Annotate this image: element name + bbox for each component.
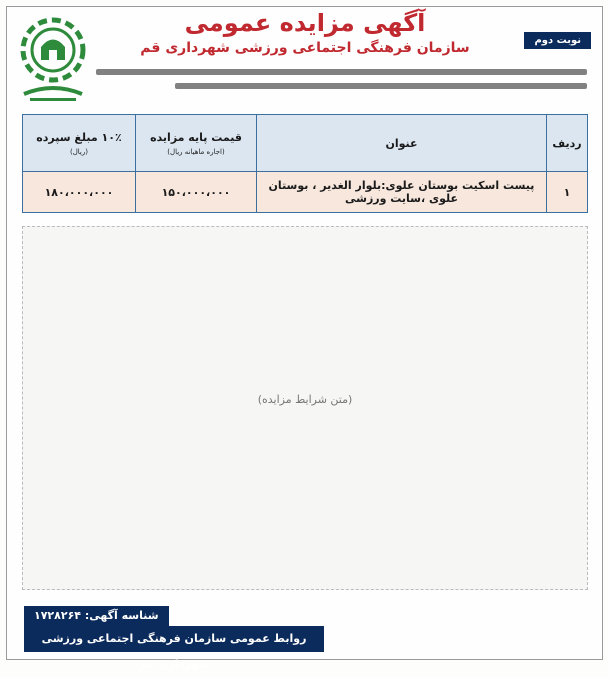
cell-subject: پیست اسکیت بوستان علوی:بلوار الغدیر ، بوستان علوی ،سایت ورزشی [257, 172, 547, 213]
page-title: آگهی مزایده عمومی [184, 9, 426, 37]
header-subject: عنوان [257, 115, 547, 172]
ad-id-badge: شناسه آگهی: ۱۷۲۸۲۶۴ [24, 606, 169, 630]
header-deposit-unit: (ریال) [69, 147, 88, 156]
insertion-badge: نوبت دوم [524, 32, 591, 49]
text-line [175, 83, 587, 89]
header-base-price-label: قیمت پایه مزایده [150, 130, 242, 144]
cell-row-no: ۱ [547, 172, 588, 213]
cell-base-price: ۱۵۰،۰۰۰،۰۰۰ [136, 172, 257, 213]
terms-text-columns [22, 226, 588, 590]
table-row [23, 172, 588, 213]
header-deposit [23, 115, 136, 172]
municipality-logo-icon [14, 14, 92, 106]
text-line [96, 69, 587, 75]
auction-table [22, 114, 588, 213]
page-subtitle: سازمان فرهنگی اجتماعی ورزشی شهرداری قم [140, 40, 470, 56]
header-base-price-unit: (اجاره ماهیانه ریال) [167, 147, 225, 156]
header-deposit-label: ۱۰٪ مبلغ سپرده [36, 130, 122, 144]
terms-placeholder: (متن شرایط مزایده) [257, 393, 353, 406]
public-relations-banner: روابط عمومی سازمان فرهنگی اجتماعی ورزشی شهرداری قم [24, 626, 324, 652]
header-row-no: ردیف [547, 115, 588, 172]
header-base-price [136, 115, 257, 172]
intro-text-block [96, 62, 587, 98]
table-header-row [23, 115, 588, 172]
cell-deposit: ۱۸۰،۰۰۰،۰۰۰ [23, 172, 136, 213]
